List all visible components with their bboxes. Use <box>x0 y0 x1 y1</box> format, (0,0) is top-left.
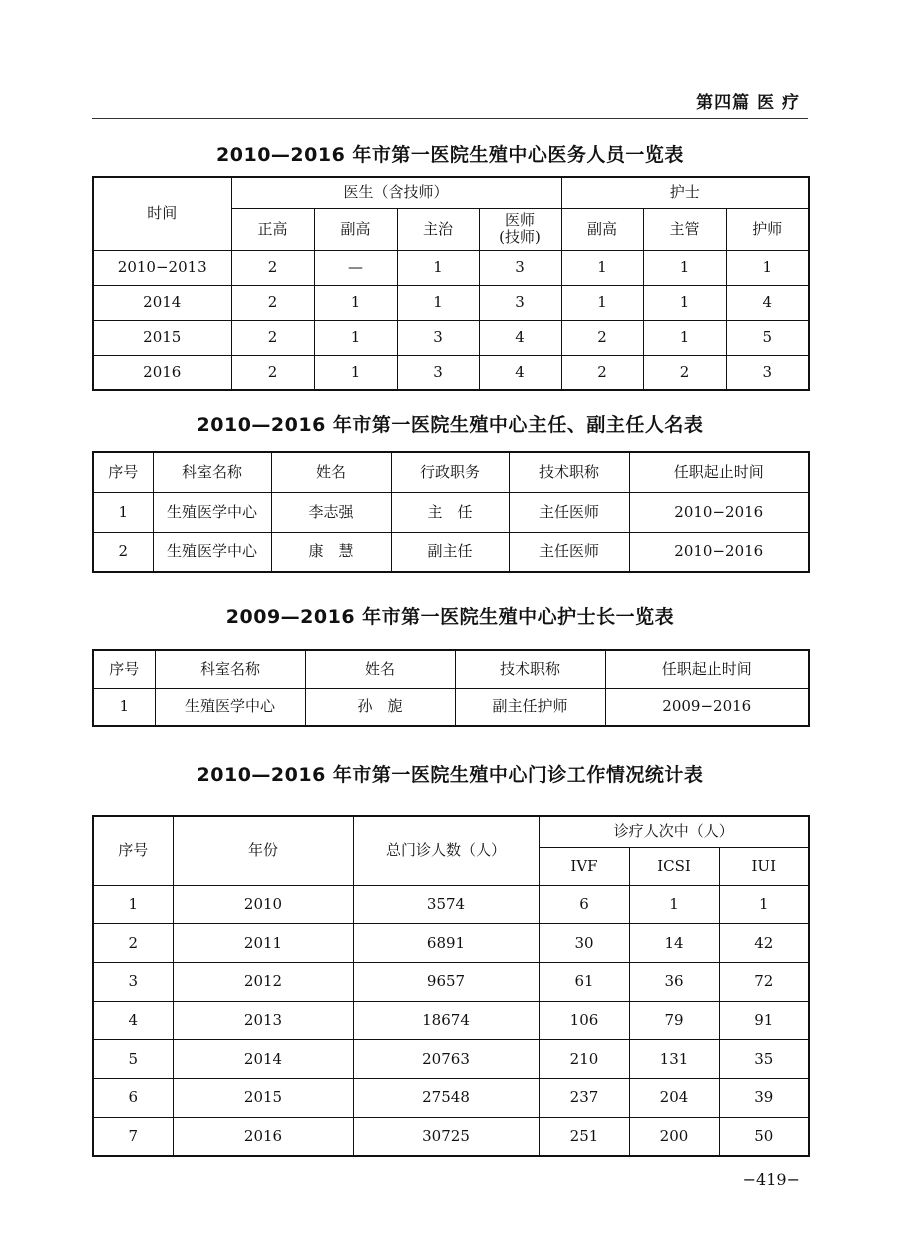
table-cell: 200 <box>629 1117 719 1156</box>
table-cell: 2016 <box>93 355 231 390</box>
table-cell: 2 <box>561 320 643 355</box>
table-cell: 1 <box>93 492 153 532</box>
table-cell: 30 <box>539 924 629 963</box>
table-cell: 251 <box>539 1117 629 1156</box>
table-cell: 6 <box>539 885 629 924</box>
table-cell: 4 <box>93 1001 173 1040</box>
table-cell: 生殖医学中心 <box>155 688 305 726</box>
table-cell: 14 <box>629 924 719 963</box>
table-cell: 生殖医学中心 <box>153 532 271 572</box>
table-cell: 35 <box>719 1040 809 1079</box>
director-table-header <box>93 452 809 492</box>
column-header: 科室名称 <box>153 452 271 492</box>
table2-title: 2010—2016 年市第一医院生殖中心主任、副主任人名表 <box>196 414 704 436</box>
table-row <box>93 1040 809 1079</box>
table-cell: 72 <box>719 962 809 1001</box>
page-number: −419− <box>742 1170 800 1189</box>
outpatient-header-total: 总门诊人数（人） <box>353 816 539 885</box>
table-cell: 李志强 <box>271 492 391 532</box>
table-cell: 1 <box>726 250 809 285</box>
column-header: 技术职称 <box>455 650 605 688</box>
table-cell: 2 <box>561 355 643 390</box>
table-cell: 91 <box>719 1001 809 1040</box>
outpatient-subheader-ivf: IVF <box>539 847 629 885</box>
staff-subheader: 主管 <box>643 208 726 250</box>
table-cell: — <box>314 250 397 285</box>
column-header: 科室名称 <box>155 650 305 688</box>
staff-header-time: 时间 <box>93 177 231 250</box>
table-cell: 孙 旎 <box>305 688 455 726</box>
table-cell: 6 <box>93 1078 173 1117</box>
staff-subheader: 正高 <box>231 208 314 250</box>
staff-subheader: 主治 <box>397 208 479 250</box>
table-cell: 3574 <box>353 885 539 924</box>
table-row <box>93 962 809 1001</box>
table-cell: 2010−2016 <box>629 492 809 532</box>
table-cell: 9657 <box>353 962 539 1001</box>
table-cell: 131 <box>629 1040 719 1079</box>
head-nurse-table <box>92 649 810 727</box>
running-head: 第四篇 医 疗 <box>696 93 800 113</box>
column-header: 任职起止时间 <box>629 452 809 492</box>
table-row <box>93 250 809 285</box>
table-cell: 204 <box>629 1078 719 1117</box>
table-row <box>93 885 809 924</box>
column-header: 任职起止时间 <box>605 650 809 688</box>
table-cell: 主 任 <box>391 492 509 532</box>
table-cell: 4 <box>479 355 561 390</box>
table-cell: 3 <box>726 355 809 390</box>
header-rule <box>92 118 808 119</box>
table-cell: 4 <box>479 320 561 355</box>
outpatient-subheader-iui: IUI <box>719 847 809 885</box>
column-header: 行政职务 <box>391 452 509 492</box>
table-cell: 50 <box>719 1117 809 1156</box>
table-cell: 237 <box>539 1078 629 1117</box>
table-cell: 39 <box>719 1078 809 1117</box>
table4-title: 2010—2016 年市第一医院生殖中心门诊工作情况统计表 <box>196 764 704 786</box>
staff-subheader-line: (技师) <box>499 228 541 246</box>
table-cell: 1 <box>561 285 643 320</box>
director-table-body <box>93 492 809 572</box>
table-cell: 2014 <box>93 285 231 320</box>
table-cell: 2 <box>643 355 726 390</box>
table-cell: 2 <box>93 532 153 572</box>
table-row <box>93 285 809 320</box>
table-cell: 2010−2016 <box>629 532 809 572</box>
table-row <box>93 320 809 355</box>
staff-header-nurse-group: 护士 <box>561 177 809 208</box>
staff-subheader: 副高 <box>314 208 397 250</box>
column-header: 姓名 <box>271 452 391 492</box>
table-cell: 1 <box>314 320 397 355</box>
table-cell: 1 <box>561 250 643 285</box>
table-row <box>93 1001 809 1040</box>
table-row <box>93 688 809 726</box>
table-cell: 7 <box>93 1117 173 1156</box>
table-cell: 6891 <box>353 924 539 963</box>
table-cell: 1 <box>719 885 809 924</box>
table-row <box>93 532 809 572</box>
table-cell: 1 <box>93 885 173 924</box>
table-cell: 2014 <box>173 1040 353 1079</box>
staff-subheader <box>479 208 561 250</box>
table-cell: 5 <box>93 1040 173 1079</box>
table-row <box>93 1117 809 1156</box>
outpatient-table-body <box>93 885 809 1156</box>
table1-title: 2010—2016 年市第一医院生殖中心医务人员一览表 <box>216 144 684 166</box>
column-header: 姓名 <box>305 650 455 688</box>
table-cell: 27548 <box>353 1078 539 1117</box>
table-cell: 1 <box>629 885 719 924</box>
table-cell: 4 <box>726 285 809 320</box>
table-cell: 106 <box>539 1001 629 1040</box>
table-cell: 2 <box>93 924 173 963</box>
table-cell: 1 <box>397 285 479 320</box>
table-cell: 18674 <box>353 1001 539 1040</box>
table-cell: 1 <box>643 320 726 355</box>
table-cell: 3 <box>479 285 561 320</box>
table-row <box>93 355 809 390</box>
table-cell: 2015 <box>173 1078 353 1117</box>
table-cell: 生殖医学中心 <box>153 492 271 532</box>
table-cell: 副主任 <box>391 532 509 572</box>
table-cell: 36 <box>629 962 719 1001</box>
table-cell: 210 <box>539 1040 629 1079</box>
column-header: 序号 <box>93 452 153 492</box>
table-cell: 主任医师 <box>509 532 629 572</box>
table-cell: 2016 <box>173 1117 353 1156</box>
table-cell: 1 <box>93 688 155 726</box>
table-cell: 2 <box>231 320 314 355</box>
table-cell: 3 <box>397 355 479 390</box>
table-cell: 1 <box>643 285 726 320</box>
table-cell: 副主任护师 <box>455 688 605 726</box>
table-cell: 79 <box>629 1001 719 1040</box>
table-cell: 3 <box>93 962 173 1001</box>
table-cell: 3 <box>397 320 479 355</box>
table-cell: 2011 <box>173 924 353 963</box>
head-nurse-table-body <box>93 688 809 726</box>
column-header: 序号 <box>93 650 155 688</box>
table-cell: 30725 <box>353 1117 539 1156</box>
outpatient-table <box>92 815 810 1157</box>
table-cell: 2010−2013 <box>93 250 231 285</box>
table-row <box>93 492 809 532</box>
column-header: 技术职称 <box>509 452 629 492</box>
staff-header-doctor-group: 医生（含技师） <box>231 177 561 208</box>
staff-subheader: 副高 <box>561 208 643 250</box>
table-cell: 20763 <box>353 1040 539 1079</box>
table-row <box>93 1078 809 1117</box>
table-cell: 5 <box>726 320 809 355</box>
table-cell: 61 <box>539 962 629 1001</box>
table-cell: 1 <box>643 250 726 285</box>
table-cell: 2012 <box>173 962 353 1001</box>
table-cell: 42 <box>719 924 809 963</box>
table-cell: 2010 <box>173 885 353 924</box>
table-cell: 2009−2016 <box>605 688 809 726</box>
table-cell: 2 <box>231 250 314 285</box>
staff-subheader-line: 医师 <box>505 210 536 229</box>
table-cell: 2 <box>231 285 314 320</box>
table-cell: 2 <box>231 355 314 390</box>
head-nurse-table-header <box>93 650 809 688</box>
outpatient-header-no: 序号 <box>93 816 173 885</box>
table-cell: 3 <box>479 250 561 285</box>
table-cell: 1 <box>397 250 479 285</box>
table-cell: 1 <box>314 355 397 390</box>
outpatient-subheader-icsi: ICSI <box>629 847 719 885</box>
table-cell: 康 慧 <box>271 532 391 572</box>
table-cell: 主任医师 <box>509 492 629 532</box>
table-cell: 2015 <box>93 320 231 355</box>
table3-title: 2009—2016 年市第一医院生殖中心护士长一览表 <box>225 606 675 628</box>
table-row <box>93 924 809 963</box>
table-cell: 2013 <box>173 1001 353 1040</box>
staff-subheader: 护师 <box>726 208 809 250</box>
outpatient-header-treat-group: 诊疗人次中（人） <box>539 816 809 847</box>
table-cell: 1 <box>314 285 397 320</box>
staff-table <box>92 176 810 391</box>
outpatient-header-year: 年份 <box>173 816 353 885</box>
staff-table-body <box>93 250 809 390</box>
director-table <box>92 451 810 573</box>
